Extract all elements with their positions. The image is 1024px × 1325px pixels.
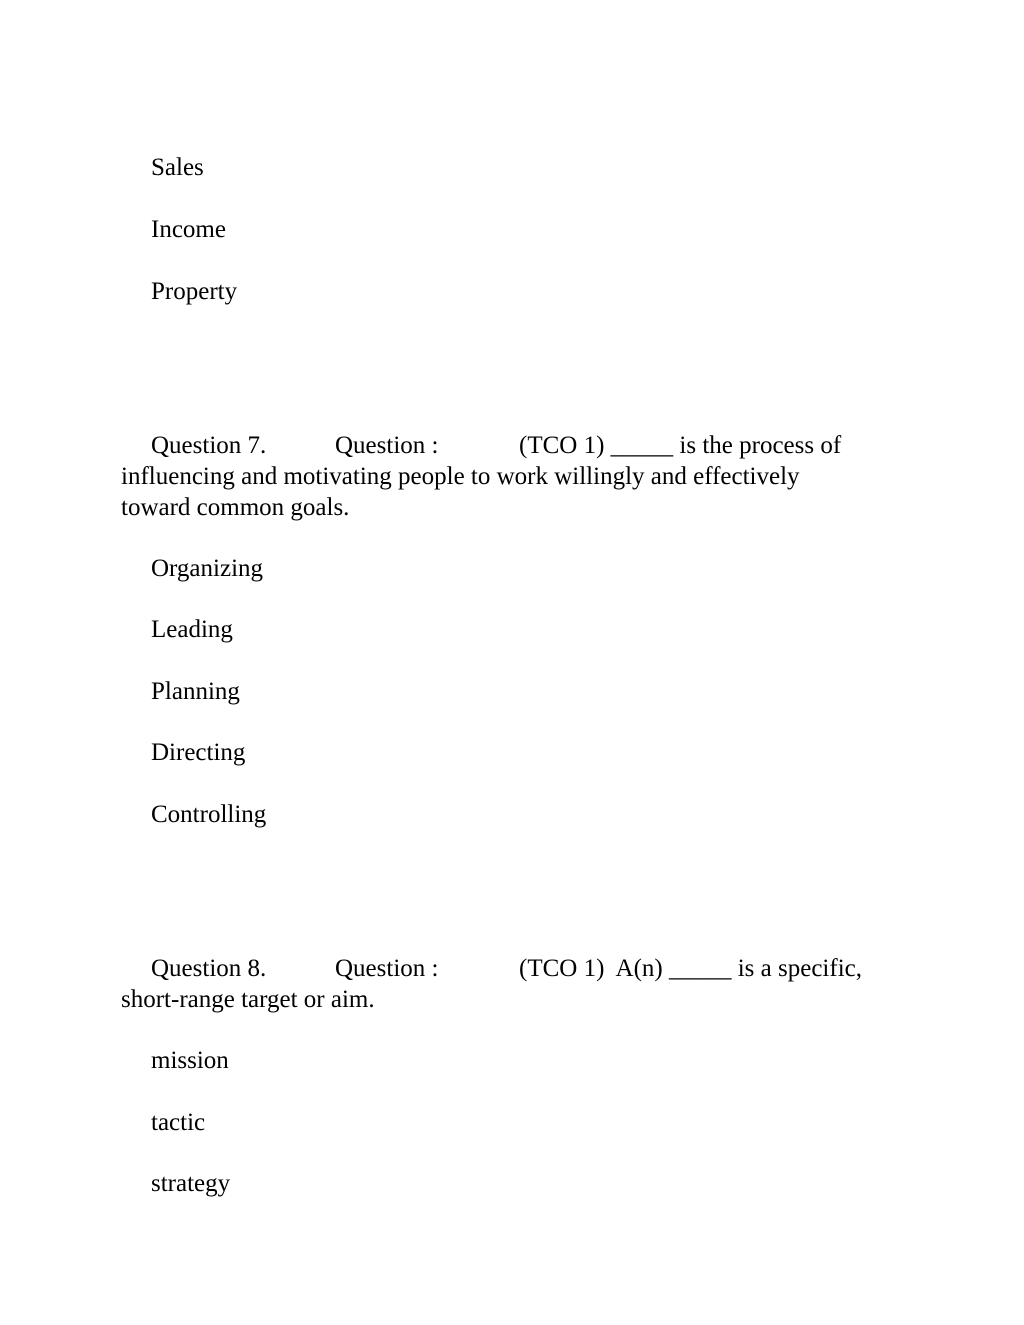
- option-strategy[interactable]: strategy: [151, 1170, 231, 1197]
- question-8-number: Question 8.: [151, 955, 267, 982]
- option-directing[interactable]: Directing: [151, 739, 246, 766]
- question-7-text-line1: (TCO 1) _____ is the process of: [519, 432, 842, 459]
- question-7-text-line3: toward common goals.: [121, 494, 350, 521]
- question-7-text-line2: influencing and motivating people to work willingly and effectively: [121, 463, 800, 490]
- option-income[interactable]: Income: [151, 216, 226, 243]
- option-tactic[interactable]: tactic: [151, 1109, 206, 1136]
- question-7-label: Question :: [335, 432, 439, 459]
- option-property[interactable]: Property: [151, 278, 238, 305]
- question-8-text-line1: (TCO 1) A(n) _____ is a specific,: [519, 955, 862, 982]
- option-controlling[interactable]: Controlling: [151, 801, 267, 828]
- question-8-text-line2: short-range target or aim.: [121, 986, 375, 1013]
- question-7-header: [0, 430, 1024, 461]
- option-organizing[interactable]: Organizing: [151, 555, 264, 582]
- question-7-number: Question 7.: [151, 432, 267, 459]
- option-leading[interactable]: Leading: [151, 616, 233, 643]
- option-planning[interactable]: Planning: [151, 678, 240, 705]
- question-8-header: [0, 953, 1024, 984]
- option-sales[interactable]: Sales: [151, 154, 204, 181]
- option-mission[interactable]: mission: [151, 1047, 229, 1074]
- question-8-label: Question :: [335, 955, 439, 982]
